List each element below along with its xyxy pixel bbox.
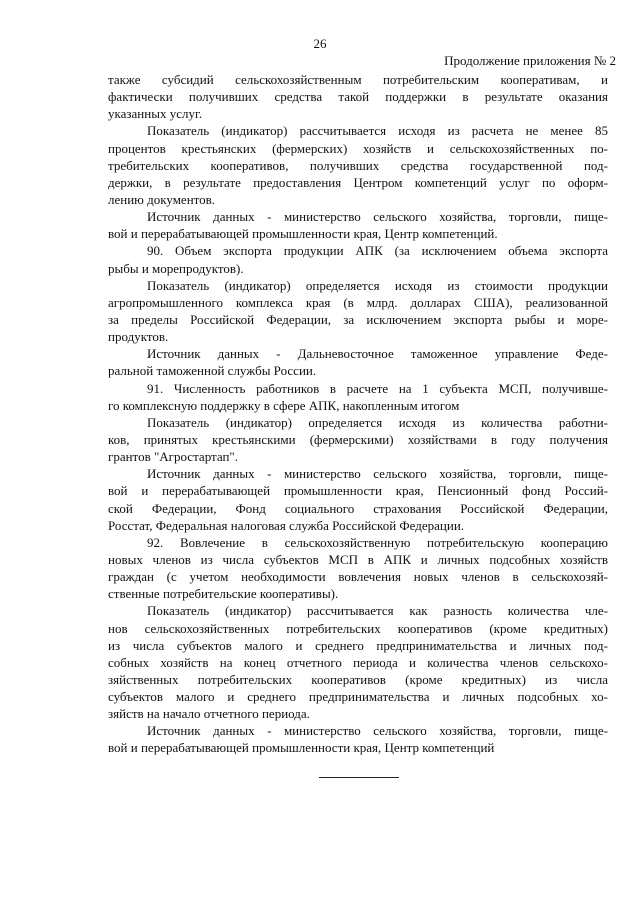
paragraph [108, 277, 608, 346]
appendix-label: Продолжение приложения № 2 [444, 53, 616, 68]
text-line: ков, принятых крестьянскими (фермерскими) хозяйствами в году получения [108, 431, 608, 447]
text-line: агропромышленного комплекса края (в млрд. долларах США), реализованной [108, 294, 608, 310]
text-line: го комплексную поддержку в сфере АПК, накопленным итогом [108, 397, 460, 413]
paragraph [108, 345, 608, 379]
text-line: зяйств на начало отчетного периода. [108, 706, 310, 722]
paragraph [108, 465, 608, 534]
text-line: Источник данных - министерство сельского хозяйства, торговли, пище- [147, 466, 608, 482]
text-line: Показатель (индикатор) определяется исходя из стоимости продукции [147, 277, 608, 293]
text-line: ральной таможенной службы России. [108, 363, 317, 379]
paragraph [108, 242, 608, 276]
text-line: фактически получивших средства такой поддержки в результате оказания [108, 89, 608, 105]
paragraph [108, 71, 608, 122]
text-line: процентов крестьянских (фермерских) хозяйств и сельскохозяйственных по- [108, 140, 608, 156]
text-line: продуктов. [108, 329, 169, 345]
text-line: зяйственных потребительских кооперативов (кроме кредитных) из числа [108, 671, 608, 687]
text-line: вой и перерабатывающей промышленности края, Пенсионный фонд Россий- [108, 483, 608, 499]
paragraph [108, 122, 608, 208]
text-line: рыбы и морепродуктов). [108, 260, 244, 276]
text-line: 90. Объем экспорта продукции АПК (за исключением объема экспорта [147, 243, 608, 259]
text-line: граждан (с учетом необходимости вовлечения новых членов в сельскохозяй- [108, 569, 608, 585]
paragraph [108, 380, 608, 414]
text-line: вой и перерабатывающей промышленности края, Центр компетенций [108, 740, 495, 756]
text-line: новых членов из числа субъектов МСП в АПК и личных подсобных хозяйств [108, 551, 608, 567]
text-line: субъектов малого и среднего предпринимательства и личных подсобных хо- [108, 689, 608, 705]
paragraph [108, 414, 608, 465]
text-line: также субсидий сельскохозяйственным потребительским кооперативам, и [108, 72, 608, 87]
text-line: Источник данных - министерство сельского хозяйства, торговли, пище- [147, 723, 608, 739]
page-number: 26 [313, 36, 327, 51]
document-body [108, 71, 608, 757]
text-line: ственные потребительские кооперативы). [108, 586, 339, 602]
end-divider [319, 777, 399, 778]
text-line: держки, в результате предоставления Центром компетенций услуг по оформ- [108, 174, 608, 190]
text-line: Показатель (индикатор) рассчитывается исходя из расчета не менее 85 [147, 123, 608, 139]
text-line: из числа субъектов малого и среднего предпринимательства и личных под- [108, 637, 608, 653]
paragraph [108, 534, 608, 603]
text-line: Росстат, Федеральная налоговая служба Российской Федерации. [108, 517, 465, 533]
text-line: ской Федерации, Фонд социального страхования Российской Федерации, [108, 500, 608, 516]
text-line: 92. Вовлечение в сельскохозяйственную потребительскую кооперацию [147, 534, 608, 550]
text-line: Источник данных - Дальневосточное таможенное управление Феде- [147, 346, 608, 362]
text-line: 91. Численность работников в расчете на 1 субъекта МСП, получивше- [147, 380, 608, 396]
text-line: грантов "Агростартап". [108, 449, 238, 465]
paragraph [108, 722, 608, 756]
paragraph [108, 208, 608, 242]
text-line: требительских кооперативов, получивших средства государственной под- [108, 157, 608, 173]
text-line: за пределы Российской Федерации, за исключением экспорта рыбы и море- [108, 311, 608, 327]
text-line: собных хозяйств на конец отчетного периода и количества членов сельскохо- [108, 654, 608, 670]
text-line: указанных услуг. [108, 106, 203, 122]
text-line: Показатель (индикатор) определяется исходя из количества работни- [147, 414, 608, 430]
paragraph [108, 602, 608, 722]
text-line: лению документов. [108, 191, 216, 207]
text-line: Источник данных - министерство сельского хозяйства, торговли, пище- [147, 209, 608, 225]
text-line: нов сельскохозяйственных потребительских кооперативов (кроме кредитных) [108, 620, 608, 636]
text-line: вой и перерабатывающей промышленности края, Центр компетенций. [108, 226, 498, 242]
text-line: Показатель (индикатор) рассчитывается как разность количества чле- [147, 603, 608, 619]
